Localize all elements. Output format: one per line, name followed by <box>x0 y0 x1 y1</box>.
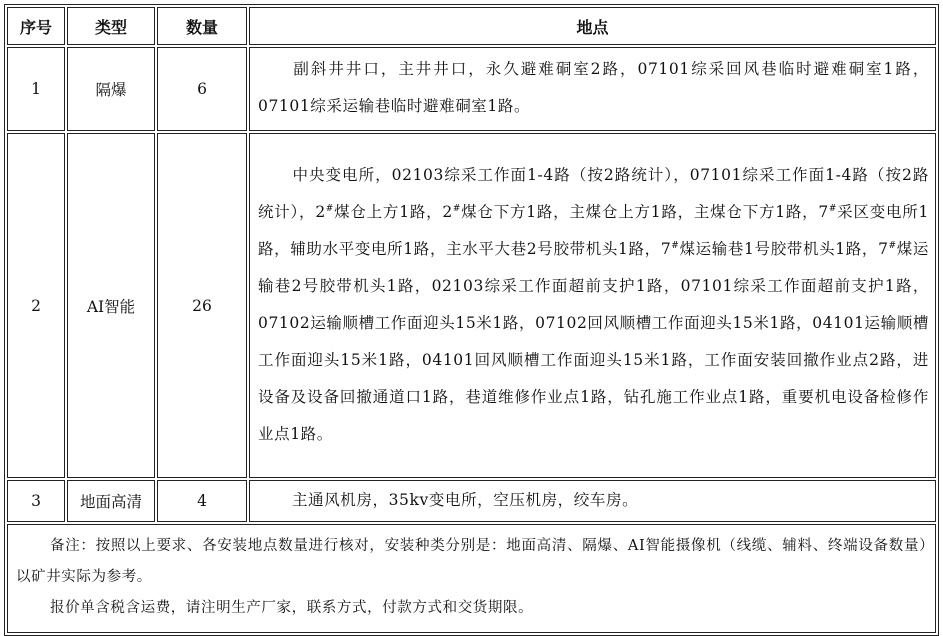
type-cell: AI智能 <box>67 133 155 478</box>
qty-cell: 26 <box>157 133 247 478</box>
qty-cell: 4 <box>157 480 247 522</box>
location-cell <box>249 480 936 522</box>
number-sign: # <box>671 240 680 251</box>
header-row <box>7 7 936 45</box>
qty-cell: 6 <box>157 47 247 131</box>
number-sign: # <box>888 240 897 251</box>
table-row <box>7 480 936 522</box>
notes-row <box>7 524 936 633</box>
location-cell <box>249 47 936 131</box>
header-qty: 数量 <box>157 7 247 45</box>
equipment-table <box>4 4 939 636</box>
note-quote: 报价单含税含运费，请注明生产厂家，联系方式，付款方式和交货期限。 <box>50 600 534 616</box>
location-text: 煤运输巷1号胶带机头1路，7 <box>679 239 889 258</box>
notes-cell <box>7 524 936 633</box>
number-sign: # <box>828 203 838 214</box>
location-text: 煤仓下方1路，主煤仓上方1路，主煤仓下方1路，7 <box>460 202 829 221</box>
header-location: 地点 <box>249 7 936 45</box>
location-text: 采区变电所1路，辅助水平变电所1路，主水平大巷2号胶带机头1路，7 <box>258 202 929 258</box>
seq-cell: 3 <box>7 480 65 522</box>
table-row <box>7 133 936 478</box>
location-text: 煤仓上方1路，2 <box>333 202 453 221</box>
seq-cell: 2 <box>7 133 65 478</box>
location-cell <box>249 133 936 478</box>
type-cell: 地面高清 <box>67 480 155 522</box>
location-text: 副斜井井口，主井井口，永久避难硐室2路，07101综采回风巷临时避难硐室1路，07101综采运输巷临时避难硐室1路。 <box>258 60 929 115</box>
number-sign: # <box>452 203 461 214</box>
location-text: 中央变电所，02103综采工作面1-4路（按2路统计），07101综采工作面1-4路（按2路统计），2 <box>258 165 929 221</box>
seq-cell: 1 <box>7 47 65 131</box>
location-text: 主通风机房，35kv变电所，空压机房，绞车房。 <box>292 491 639 509</box>
note-remark: 备注：按照以上要求、各安装地点数量进行核对，安装种类分别是：地面高清、隔爆、AI智能摄像机（线缆、辅料、终端设备数量）以矿井实际为参考。 <box>16 538 927 585</box>
header-seq: 序号 <box>7 7 65 45</box>
type-cell: 隔爆 <box>67 47 155 131</box>
header-type: 类型 <box>67 7 155 45</box>
number-sign: # <box>325 203 334 214</box>
table-row <box>7 47 936 131</box>
location-text: 煤运输巷2号胶带机头1路，02103综采工作面超前支护1路，07101综采工作面超前支护1路，07102运输顺槽工作面迎头15米1路，07102回风顺槽工作面迎头15米1路，04101运输顺槽工作面迎头15米1路，04101回风顺槽工作面迎头15米1路，工作面安装回撤作业点2路，进设备及设备回撤通道口1路，巷道维修作业点1路，钻孔施工作业点1路，重要机电设备检修作业点1路。 <box>258 239 929 443</box>
